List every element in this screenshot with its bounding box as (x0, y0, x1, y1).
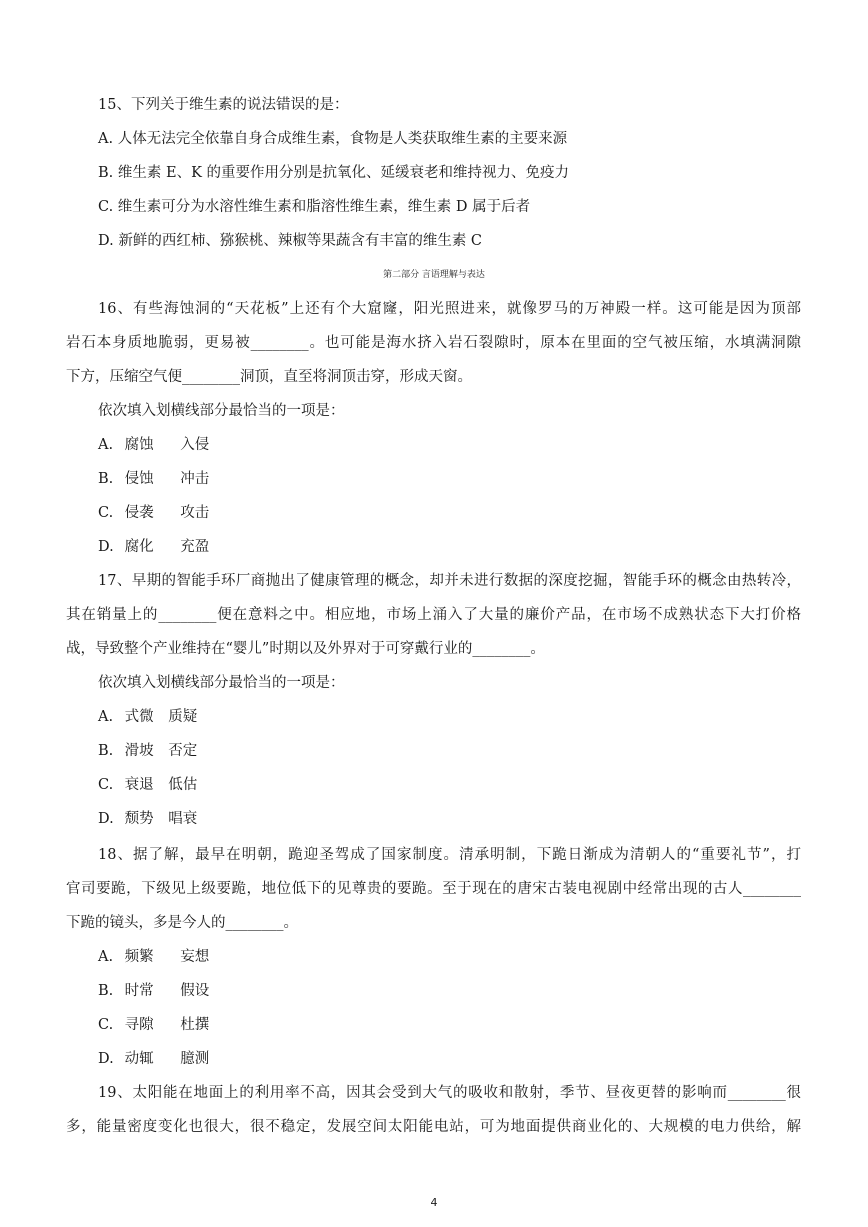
q16-option-c (98, 504, 209, 522)
option-letter: B. (98, 743, 114, 759)
option-letter: B. (98, 471, 114, 487)
q17-line-1: 17、早期的智能手环厂商抛出了健康管理的概念，却并未进行数据的深度挖掘，智能手环的概念由热转冷， (98, 573, 801, 589)
q17-option-b (98, 742, 197, 760)
q18-option-a (98, 948, 209, 966)
option-word-1: 时常 (124, 983, 154, 999)
option-letter: B. (98, 983, 114, 999)
option-letter: D. (98, 1051, 114, 1067)
option-word-1: 腐化 (124, 539, 154, 555)
section-title: 第二部分 言语理解与表达 (383, 270, 485, 280)
q19-line-2: 多，能量密度变化也很大，很不稳定，发展空间太阳能电站，可为地面提供商业化的、大规模的电力供给，解 (66, 1119, 801, 1135)
option-word-1: 侵袭 (124, 505, 154, 521)
q16-line-2: 岩石本身质地脆弱，更易被________。也可能是海水挤入岩石裂隙时，原本在里面的空气被压缩，水填满洞隙 (66, 335, 801, 351)
option-word-2: 攻击 (180, 505, 210, 521)
option-word-1: 寻隙 (124, 1017, 154, 1033)
option-word-1: 腐蚀 (124, 437, 154, 453)
option-word-1: 滑坡 (124, 743, 154, 759)
q16-option-b (98, 470, 209, 488)
option-word-2: 质疑 (168, 709, 198, 725)
option-letter: C. (98, 1017, 114, 1033)
option-word-2: 妄想 (180, 949, 210, 965)
option-word-2: 入侵 (180, 437, 210, 453)
page-number: 4 (430, 1196, 438, 1209)
q15-stem: 15、下列关于维生素的说法错误的是： (98, 97, 349, 113)
option-letter: C. (98, 505, 114, 521)
q17-option-d (98, 810, 197, 828)
option-word-1: 动辄 (124, 1051, 154, 1067)
q17-line-2: 其在销量上的________便在意料之中。相应地，市场上涌入了大量的廉价产品，在市场不成熟状态下大打价格 (66, 607, 801, 623)
q17-option-c (98, 776, 197, 794)
q17-option-a (98, 708, 197, 726)
option-word-2: 否定 (168, 743, 198, 759)
q15-option-b: B. 维生素 E、K 的重要作用分别是抗氧化、延缓衰老和维持视力、免疫力 (98, 165, 570, 181)
option-letter: D. (98, 539, 114, 555)
q16-option-d (98, 538, 209, 556)
option-word-2: 充盈 (180, 539, 210, 555)
option-letter: C. (98, 777, 114, 793)
q16-line-3: 下方，压缩空气便________洞顶，直至将洞顶击穿，形成天窗。 (66, 369, 472, 385)
q18-line-2: 官司要跪，下级见上级要跪，地位低下的见尊贵的要跪。至于现在的唐宋古装电视剧中经常出现的古人________ (66, 881, 801, 897)
q18-option-d (98, 1050, 209, 1068)
q15-option-a: A. 人体无法完全依靠自身合成维生素，食物是人类获取维生素的主要来源 (98, 131, 568, 147)
option-letter: A. (98, 949, 114, 965)
q18-line-3: 下跪的镜头，多是今人的________。 (66, 915, 298, 931)
q16-option-a (98, 436, 209, 454)
option-word-1: 颓势 (124, 811, 154, 827)
q15-option-c: C. 维生素可分为水溶性维生素和脂溶性维生素，维生素 D 属于后者 (98, 199, 531, 215)
option-word-1: 衰退 (124, 777, 154, 793)
option-letter: D. (98, 811, 114, 827)
q17-line-3: 战，导致整个产业维持在“婴儿”时期以及外界对于可穿戴行业的________。 (66, 641, 545, 657)
option-letter: A. (98, 437, 114, 453)
q18-option-c (98, 1016, 209, 1034)
option-word-2: 唱衰 (168, 811, 198, 827)
q16-line-1: 16、有些海蚀洞的“天花板”上还有个大窟窿，阳光照进来，就像罗马的万神殿一样。这可能是因为顶部 (98, 301, 801, 317)
q16-prompt: 依次填入划横线部分最恰当的一项是： (98, 403, 345, 419)
option-word-1: 式微 (124, 709, 154, 725)
option-word-2: 冲击 (180, 471, 210, 487)
q18-option-b (98, 982, 209, 1000)
option-word-1: 侵蚀 (124, 471, 154, 487)
option-word-1: 频繁 (124, 949, 154, 965)
q19-line-1: 19、太阳能在地面上的利用率不高，因其会受到大气的吸收和散射，季节、昼夜更替的影响而________很 (98, 1085, 801, 1101)
option-word-2: 臆测 (180, 1051, 210, 1067)
q17-prompt: 依次填入划横线部分最恰当的一项是： (98, 675, 345, 691)
option-word-2: 杜撰 (180, 1017, 210, 1033)
q18-line-1: 18、据了解，最早在明朝，跪迎圣驾成了国家制度。清承明制，下跪日渐成为清朝人的“重要礼节”，打 (98, 847, 801, 863)
option-word-2: 低估 (168, 777, 198, 793)
q15-option-d: D. 新鲜的西红柿、猕猴桃、辣椒等果蔬含有丰富的维生素 C (98, 233, 483, 249)
option-word-2: 假设 (180, 983, 210, 999)
option-letter: A. (98, 709, 114, 725)
